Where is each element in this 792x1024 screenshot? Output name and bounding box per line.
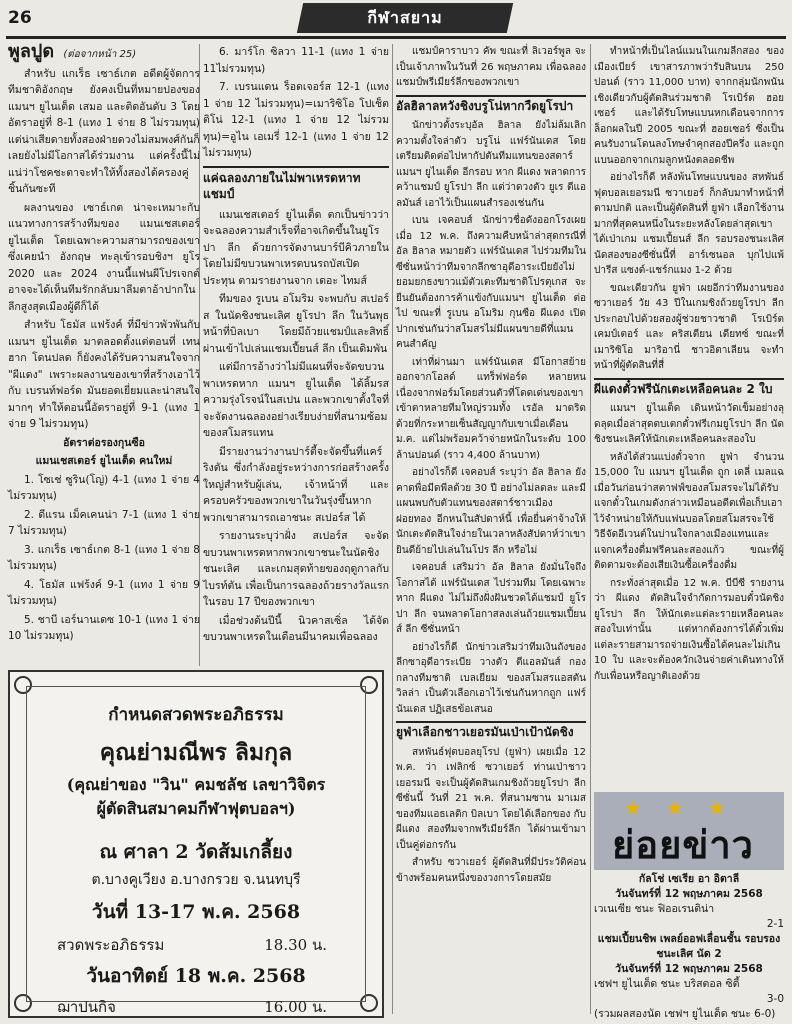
article-headline: แค่ฉลองภายในไม่พาเหรดหาทแชมป์ bbox=[203, 166, 389, 203]
schedule-label: สวดพระอภิธรรม bbox=[57, 936, 165, 954]
header-rule bbox=[6, 36, 786, 39]
league-heading: กัลโช่ เซเรีย อา อิตาลี bbox=[638, 873, 740, 885]
paragraph: สหพันธ์ฟุตบอลยุโรป (ยูฟ่า) เผยเมื่อ 12 พ.ค. ว่า เฟลิกซ์ ซวาเยอร์ ท่านเป่าชาวเยอรมนี จะเป็นผู้ตัดสินเกมชิงถ้วยยูโรปา ลีก ซีซั่นนี้ วันที่ 21 พ.ค. ที่สนามซาน มาเมส ของทีมแอธเลติก บิลเบา โดยได้เลือกของ กับ ผีแดง สองทีมจากพรีเมียร์ลีก ได้ผ่านเข้ามาเป็นคู่ต่อกรกัน bbox=[396, 746, 586, 851]
paragraph: เมื่อช่วงต้นปีนี้ นิวคาสเซิ่ล ได้จัดขบวนพาเหรดในเดือนมีนาคมเพื่อฉลอง bbox=[203, 614, 389, 643]
odds-item: 4. โธมัส แฟร้งค์ 9-1 (แทง 1 จ่าย 9 ไม่รวมทุน) bbox=[8, 578, 200, 607]
page-number: 26 bbox=[8, 8, 32, 28]
odds-item: 6. มาร์โก ซิลวา 11-1 (แทง 1 จ่าย 11ไม่รวมทุน) bbox=[203, 46, 389, 75]
paragraph: สำหรับ ซวาเยอร์ ผู้ตัดสินที่มีประวัติค่อนข้างพร้อมคนหนึ่งของวงการโดยสมัย bbox=[396, 857, 586, 884]
paragraph: เจคอบส์ เสริมว่า อัล ฮิลาล ยังมั่นใจถึงโอกาสได้ แฟร์นันเดส ไปร่วมทีม โดยเฉพาะหาก ผีแดง ไม่ไม่ถึงฝั่งฝันชวดได้แชมป์ ยูโรปา ลีก จนพลาดโอกาสลงเล่นถ้วยแชมเปี้ยนส์ ลีก ซีซั่นหน้า bbox=[396, 562, 586, 635]
cremation-date: วันอาทิตย์ 18 พ.ค. 2568 bbox=[86, 965, 306, 987]
star-icon: ★ bbox=[624, 796, 642, 820]
paragraph: เบน เจคอบส์ นักข่าวชื่อดังออกโรงเผยเมื่อ 12 พ.ค. ถึงความคืบหน้าล่าสุดกรณีที่ อัล ฮิลาล หมายตัว แฟร์นันเดส ไปร่วมทีมในซีซั่นหน้าว่าทีมจากลีกซาอุดีอาระเบียยังไม่ยอมยกธงขาวแม้ตัวเตะทีมชาติโปรตุเกส จะยืนยันต้องการค้าแข้งกับแมนฯ ยูไนเต็ด ต่อไป ขณะที่ รูเบน อโมริม กุนซือ ผีแดง เปิดปากเช่นกันว่าสโมสรไม่มีแผนขายดีที่แมนคนสำคัญ bbox=[396, 215, 586, 350]
odds-item: 1. โซเช่ ซูริน(โญ่) 4-1 (แทง 1 จ่าย 4 ไม่รวมทุน) bbox=[8, 473, 200, 502]
funeral-notice bbox=[8, 670, 384, 1018]
match-date: วันจันทร์ที่ 12 พฤษภาคม 2568 bbox=[615, 888, 763, 900]
article-headline: ยูฟ่าเลือกชาวเยอรมันเป่าเป้านัดชิง bbox=[396, 721, 586, 741]
paragraph: สำหรับ แกเร็ธ เซาธ์เกต อดีตผู้จัดการทีมชาติอังกฤษ ยังคงเป็นที่หมายปองของ แมนฯ ยูไนเต็ด เสมอ และติดอันดับ 3 โดยอัตราอยู่ที่ 8-1 (แทง 1 จ่าย 8 ไม่รวมทุน) แต่น่าเสียดายทั้งสองฝ่ายดวงไม่สมพงศ์กันก็เลยยังไม่มีโอกาสได้ร่วมงาน แต่ครั้งนี้ไม่แน่ว่าโชคชะตาจะทำให้ทั้งสองได้ครองคู่ชิ้นกันซะที bbox=[8, 67, 200, 195]
paragraph: อย่างไรก็ดี เจคอบส์ ระบุว่า อัล ฮิลาล ยังคาดพื่อมีดพีลด้วย 30 ปี อย่างไม่ลดละ และมีแผนพบกับตัวแทนของสตาร์ชาวเมืองฝอยทอง อีกหนในสัปดาห์นี้ เพื่อยื่นค่าจ้างให้นักเตะตัดสินใจง่ายในเวลาหลังสัปดาห์ว่าเขายินดีย้ายไปเล่นในโปร ลีก หรือไม่ bbox=[396, 467, 586, 556]
match-score: 3-0 bbox=[766, 993, 784, 1005]
paragraph: ขณะเดียวกัน ยูฟ่า เผยอีกว่าทีมงานของ ซวาเยอร์ วัย 43 ปีในเกมชิงถ้วยยูโรปา ลีก ประกอบไปด้วยสองผู้ช่วยชาวชาติ โรเบิร์ต เคมป์เตอร์ และ คริสเตียน เดียทซ์ ขณะที่ เมาริซิโอ มาริอานี่ ชาวอิตาเลียน จะทำหน้าที่ผู้ตัดสินที่สี่ bbox=[594, 282, 784, 371]
venue: ณ ศาลา 2 วัดส้มเกลี้ยง bbox=[99, 841, 293, 863]
date-range: วันที่ 13-17 พ.ค. 2568 bbox=[91, 901, 301, 923]
section-title: พูลปูด bbox=[8, 41, 55, 62]
paragraph: หลังได้ส่วนแบ่งตั๋วจาก ยูฟ่า จำนวน 15,000 ใบ แมนฯ ยูไนเต็ด ถูก เดลี่ เมลแฉเมื่อวันก่อนว่าสตาฟฟ์ของสโมสรจะไม่ได้รับแจกตั๋วในเกมดังกล่าวเหมือนอดีตเพื่อเก็บเอาไว้จำหน่ายให้กับแฟนบอลโดยสโมสรจะใช้วิธีจัดอีเวนต์ในบ่านใจกลางเมืองแทนและแจกเครื่องดื่มฟรีคนละสองแก้ว ขณะที่ผู้ติดตามจะต้องเสียเงินซื้อเครื่องดื่ม bbox=[594, 451, 784, 571]
schedule-label: ฌาปนกิจ bbox=[57, 998, 116, 1016]
notice-title: กำหนดสวดพระอภิธรรม bbox=[108, 705, 284, 725]
article-headline: อัลฮิลาลหวังชิงบรูโน่หากวืดยูโรปา bbox=[396, 95, 586, 115]
match-date: วันจันทร์ที่ 12 พฤษภาคม 2568 bbox=[615, 963, 763, 975]
paragraph: เท่าที่ผ่านมา แฟร์นันเดส มีโอกาสย้ายออกจากโอลด์ แทร็ฟฟอร์ด หลายหนเนื่องจากฟอร์มโดยส่วนตัวที่โดดเด่นของเขาเข้าตาหลายทีมใหญ่รวมทั้ง เรอัล มาดริด ด้วยที่กระหายเซ็นสัญญากับเขาเมื่อเดือน ม.ค. แต่ไม่พร้อมคว้าจ่ายหนักในระดับ 100 ล้านปอนด์ (ราว 4,400 ล้านบาท) bbox=[396, 356, 586, 461]
masthead-title: กีฬาสยาม bbox=[367, 8, 443, 27]
column-2 bbox=[203, 44, 389, 648]
news-digest-logo bbox=[594, 792, 784, 870]
paragraph: สำหรับ โธมัส แฟร้งค์ ที่มีข่าวพัวพันกับ แมนฯ ยูไนเต็ด มาตลอดตั้งแต่ตอนที่ เทน ฮาก โดนปลด ก็ยังคงได้รับความสนใจจาก "ผีแดง" เพราะผลงานของเขาที่สร้างเอาไว้กับ เบรนท์ฟอร์ด มันยอดเยี่ยมและน่าสนใจมากๆ ทำให้ตอนนี้อัตราอยู่ที่ 9-1 (แทง 1 จ่าย 9 ไม่รวมทุน) bbox=[8, 319, 200, 430]
match-result: เวเนเซีย ชนะ ฟิออเรนติน่า bbox=[594, 903, 715, 915]
aggregate-note: (รวมผลสองนัด เชฟฯ ยูไนเต็ด ชนะ 6-0) bbox=[594, 1008, 776, 1020]
league-heading: แชมเปี้ยนชิพ เพลย์ออฟเลื่อนชั้น รอบรองชนะเลิศ นัด 2 bbox=[597, 933, 781, 960]
odds-item: 5. ชาบี เอร์นานเดซ 10-1 (แทง 1 จ่าย 10 ไม่รวมทุน) bbox=[8, 613, 200, 642]
paragraph: รายงานระบุว่าฝั่ง สเปอร์ส จะจัดขบวนพาเหรดหากพวกเขาชนะในนัดชิงชนะเลิศ และเกมสุดท้ายของฤดูกาลกับ ไบรท์ตัน เพื่อเป็นการฉลองถ้วยรางวัลแรกในรอบ 17 ปีของพวกเขา bbox=[203, 530, 389, 608]
paragraph: แต่มีการอ้างว่าไม่มีแผนที่จะจัดขบวนพาเหรดหาก แมนฯ ยูไนเต็ด ได้ลิ้มรสความรุ่งโรจน์ในสเปน และพวกเขาตั้งใจที่จะจัดงานฉลองอย่างเรียบง่ายที่สนามซ้อมของสโมสรแทน bbox=[203, 361, 389, 439]
address: ต.บางคูเวียง อ.บางกรวย จ.นนทบุรี bbox=[91, 872, 301, 888]
news-digest-title: ย่อยข่าว bbox=[612, 823, 755, 867]
paragraph: ผลงานของ เซาธ์เกต น่าจะเหมาะกับแนวทางการสร้างทีมของ แมนเชสเตอร์ ยูไนเต็ด โดยเฉพาะความสามารถของเขาซึ่งเคยนำ อังกฤษ ทะลุเข้ารอบชิงฯ ยูโร 2020 และ 2024 งานนี้แฟนผีโปรเจกต์อาจจะได้เห็นทีมรักกลับมาลีมตาอ้าปากในลีกสูงสุดเมืองผู้ดีก็ได้ bbox=[8, 201, 200, 313]
odds-item: 2. ดีแรน เม็คเคนน่า 7-1 (แทง 1 จ่าย 7 ไม่รวมทุน) bbox=[8, 508, 200, 537]
column-1 bbox=[8, 41, 200, 647]
paragraph: อย่างไรก็ดี นักข่าวเสริมว่าทีมเงินถังของลีกซาอุดีอาระเบีย วางตัว ตีแอลมันส์ กองกลางทีมชาติ เบลเยียม ของสโมสรแอสตัน วิลล่า เป็นตัวเลือกเอาไว้เช่นกันหากถูก แฟร์นันเดส ปฏิเสธข้อเสนอ bbox=[396, 641, 586, 715]
paragraph: ทำหน้าที่เป็นไลน์แมนในเกมลีกสอง ของเมืองเบียร์ เขาสารภาพว่ารับสินบน 250 ปอนด์ (ราว 11,000 บาท) จากกลุ่มนักพนันเชิงเดียวกับผู้ตัดสินร่วมชาติ โรเบิร์ต ฮอยเซอร์ และได้รับโทษแบนหกเดือนจากการล็อกผลในปี 2005 ขณะที่ ฮอยเซอร์ ซึ่งเป็นคนรับงานโดนลงโทษจำคุกสองปีครึ่ง และถูกแบนออกจากเกมลูกหนังตลอดชีพ bbox=[594, 46, 784, 166]
notice-frame bbox=[26, 686, 366, 1016]
relation-line: ผู้ตัดสินสมาคมกีฬาฟุตบอลฯ) bbox=[96, 799, 296, 818]
match-result: เชฟฯ ยูไนเต็ด ชนะ บริสตอล ซิตี้ bbox=[594, 978, 740, 990]
paragraph: มีรายงานว่างานปาร์ตี้จะจัดขึ้นที่แคร์ริงตัน ซึ่งกำลังอยู่ระหว่างการก่อสร้างครั้งใหญ่สำหรับผู้เล่น, เจ้าหน้าที่ และครอบครัวของพวกเขาในวันรุ่งขึ้นหากพวกเขาสามารถเอาชนะ สเปอร์ส ได้ bbox=[203, 445, 389, 524]
column-divider bbox=[392, 44, 393, 1014]
schedule-row bbox=[57, 933, 327, 957]
paragraph: นักข่าวตั้งระบุอัล ฮิลาล ยังไม่ล้มเลิกความตั้งใจล่าตัว บรูโน่ แฟร์นันเดส โดยเตรียมติดต่อไปหากัปตันทีมแทนของสตาร์แมนฯ ยูไนเต็ด อีกรอบ หาก ผีแดง พลาดการคว้าแชมป์ ยูโรปา ลีก แต่ว่าดวงตัว ยูเร ตีแอลมันส์ เอาไว้เป็นแผนสำรองเช่นกัน bbox=[396, 120, 586, 209]
paragraph: แมนเชสเตอร์ ยูไนเต็ด ตกเป็นข่าวว่าจะฉลองความสำเร็จที่อาจเกิดขึ้นในยูโรปา ลีก ด้วยการจัดงานบาร์บีคิวภายใน โดยไม่มีขบวนพาเหรดบนรถบัสเปิดประทุน ตามรายงานจาก เดอะ ไทมส์ bbox=[203, 208, 389, 287]
page-header bbox=[0, 0, 792, 40]
paragraph: กระทั่งล่าสุดเมื่อ 12 พ.ค. บีบีซี รายงานว่า ผีแดง ตัดสินใจจำกัดการมอบตั๋วนัดชิง ยูโรปา ลีก ให้นักเตะแต่ละรายเหลือคนละสองใบเท่านั้น แต่หากต้องการได้ตั๋วเพิ่ม แต่ละรายสามารถจ่ายเงินซื้อได้คนละไม่เกิน 10 ใบ และจะต้องควักเงินจ่ายค่าเดินทางให้กับเพื่อนหรือญาติเองด้วย bbox=[594, 577, 784, 682]
masthead bbox=[297, 3, 513, 33]
paragraph: แชมป์คาราบาว คัพ ขณะที่ ลิเวอร์พูล จะเป็นเจ้าภาพในวันที่ 26 พฤษภาคม เพื่อฉลองแชมป์พรีเมียร์ลีกของพวกเขา bbox=[396, 46, 586, 88]
star-icon: ★ bbox=[666, 796, 684, 820]
odds-item: 3. แกเร็ธ เซาธ์เกต 8-1 (แทง 1 จ่าย 8 ไม่รวมทุน) bbox=[8, 543, 200, 572]
column-3 bbox=[396, 44, 586, 888]
star-icon: ★ bbox=[708, 796, 726, 820]
continued-note: (ต่อจากหน้า 25) bbox=[63, 49, 137, 60]
results-box bbox=[594, 872, 784, 1022]
schedule-time: 18.30 น. bbox=[264, 936, 327, 954]
article-headline: ผีแดงตั๋วฟรีนักเตะเหลือคนละ 2 ใบ bbox=[594, 378, 784, 398]
schedule-row bbox=[57, 995, 327, 1019]
column-divider bbox=[590, 44, 591, 1014]
paragraph: อย่างไรก็ดี หลังพ้นโทษแบนของ สหพันธ์ฟุตบอลเยอรมนี ซวาเยอร์ ก็กลับมาทำหน้าที่ตามปกติ และเป็นผู้ตัดสินที่ ยูฟ่า เลือกใช้งานมากที่สุดคนหนึ่งในระยะหลังโดยล่าสุดเขาได้เป่าเกม แชมเปี้ยนส์ ลีก รอบรองชนะเลิศนัดสองของซีซั่นนี้ที่ อาร์เซนอล บุกไปแพ้ปารีส แซงต์-แชร์กแมง 1-2 ด้วย bbox=[594, 172, 784, 276]
schedule-time: 16.00 น. bbox=[264, 998, 327, 1016]
match-score: 2-1 bbox=[766, 918, 784, 930]
relation-line: (คุณย่าของ "วิน" คมชลัช เลขาวิจิตร bbox=[66, 775, 326, 794]
deceased-name: คุณย่ามณีพร ลิมกุล bbox=[99, 739, 293, 766]
odds-item: 7. เบรนแดน ร็อดเจอร์ส 12-1 (แทง 1 จ่าย 12 ไม่รวมทุน)=เมาริซิโอ โปเช็ตติโน่ 12-1 (แทง 1 จ่าย 12 ไม่รวมทุน)=อูไน เอเมรี่ 12-1 (แทง 1 จ่าย 12 ไม่รวมทุน) bbox=[203, 81, 389, 159]
odds-subheading: แมนเชสเตอร์ ยูไนเต็ด คนใหม่ bbox=[35, 455, 173, 467]
column-4 bbox=[594, 44, 784, 686]
paragraph: ทีมของ รูเบน อโมริม จะพบกับ สเปอร์ส ในนัดชิงชนะเลิศ ยูโรปา ลีก ในวันพุธหน้าที่บิลเบา โดยมีถ้วยแชมป์และสิทธิ์ผ่านเข้าไปเล่นแชมเปี้ยนส์ ลีก เป็นเดิมพัน bbox=[203, 293, 389, 355]
odds-heading: อัตราต่อรองกุนซือ bbox=[63, 436, 145, 449]
paragraph: แมนฯ ยูไนเต็ด เดินหน้าวัดเข็มอย่างลุดลุดเมื่อล่าสุดตบเตกตั๋วฟรีเกมยูโรปา ลีก นัดชิงชนะเลิศให้นักเตะเหลือคนละสองใบ bbox=[594, 403, 784, 445]
